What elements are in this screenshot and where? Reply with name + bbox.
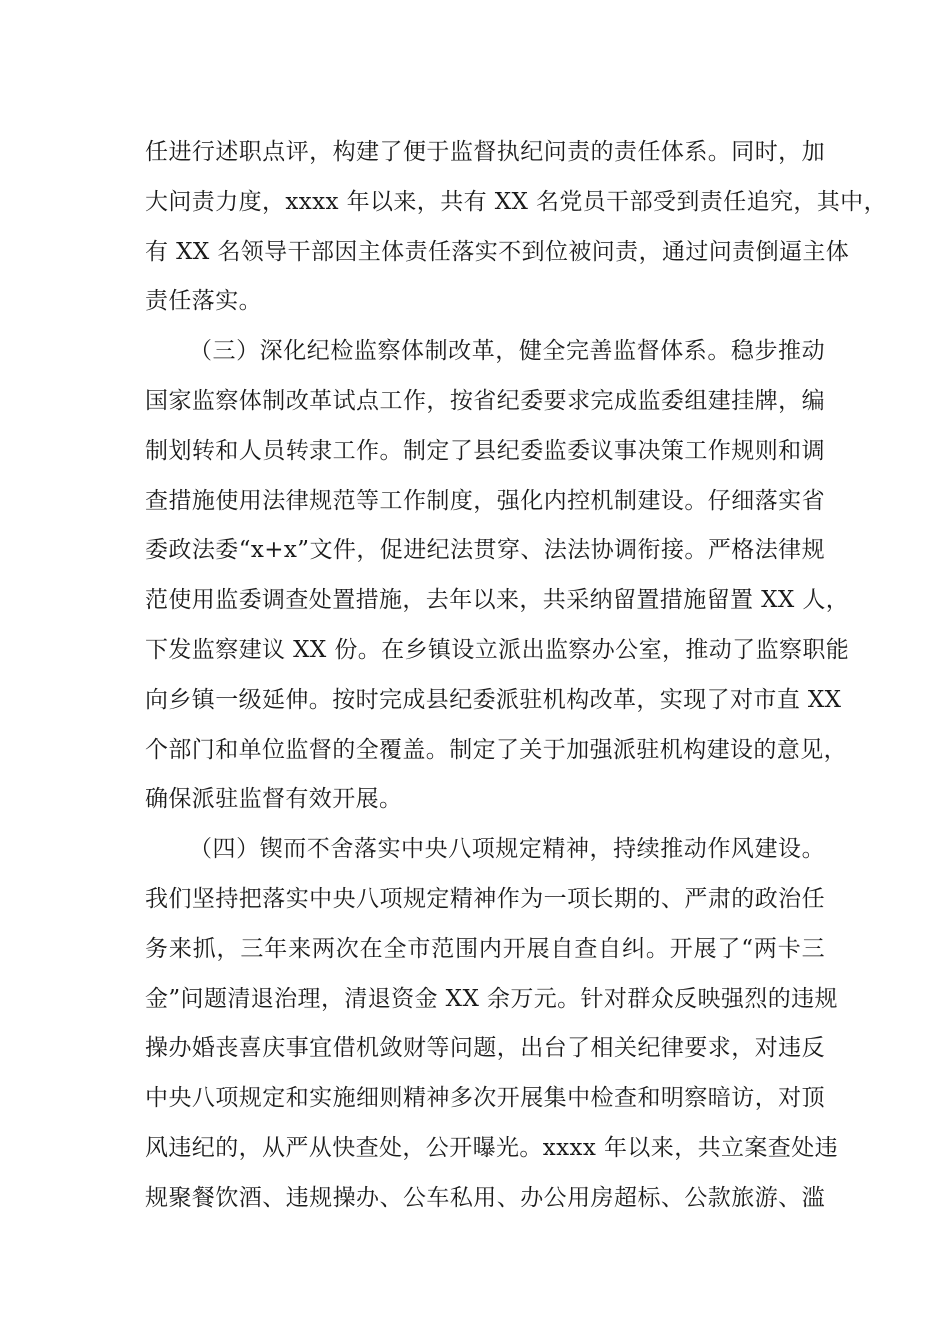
text-line: 范使用监委调查处置措施，去年以来，共采纳留置措施留置 XX 人， <box>145 587 850 614</box>
text-line: 务来抓，三年来两次在全市范围内开展自查自纠。开展了“两卡三 <box>145 935 825 962</box>
text-line: 金”问题清退治理，清退资金 XX 余万元。针对群众反映强烈的违规 <box>145 985 838 1012</box>
text-line: 制划转和人员转隶工作。制定了县纪委监委议事决策工作规则和调 <box>145 437 825 464</box>
text-line: 操办婚丧喜庆事宜借机敛财等问题，出台了相关纪律要求，对违反 <box>145 1035 825 1062</box>
text-line: 下发监察建议 XX 份。在乡镇设立派出监察办公室，推动了监察职能 <box>145 636 850 663</box>
section-heading-line: （三）深化纪检监察体制改革，健全完善监督体系。稳步推动 <box>189 338 825 365</box>
text-line: 国家监察体制改革试点工作，按省纪委要求完成监委组建挂牌，编 <box>145 387 825 414</box>
text-line: 向乡镇一级延伸。按时完成县纪委派驻机构改革，实现了对市直 XX <box>145 686 842 713</box>
text-line: 任进行述职点评，构建了便于监督执纪问责的责任体系。同时，加 <box>145 139 825 165</box>
text-line: 中央八项规定和实施细则精神多次开展集中检查和明察暗访，对顶 <box>145 1085 825 1112</box>
text-line: 有 XX 名领导干部因主体责任落实不到位被问责，通过问责倒逼主体 <box>145 238 850 265</box>
text-line: 风违纪的，从严从快查处，公开曝光。xxxx 年以来，共立案查处违 <box>145 1134 838 1161</box>
section-heading-line: （四）锲而不舍落实中央八项规定精神，持续推动作风建设。 <box>189 836 825 863</box>
text-line: 委政法委“x+x”文件，促进纪法贯穿、法法协调衔接。严格法律规 <box>145 537 825 564</box>
text-line: 规聚餐饮酒、违规操办、公车私用、办公用房超标、公款旅游、滥 <box>145 1184 825 1211</box>
text-line: 个部门和单位监督的全覆盖。制定了关于加强派驻机构建设的意见， <box>145 736 847 763</box>
text-line: 查措施使用法律规范等工作制度，强化内控机制建设。仔细落实省 <box>145 487 825 514</box>
text-line: 确保派驻监督有效开展。 <box>145 786 403 813</box>
text-line: 责任落实。 <box>145 288 262 315</box>
text-line: 大问责力度，xxxx 年以来，共有 XX 名党员干部受到责任追究，其中， <box>145 188 887 215</box>
text-line: 我们坚持把落实中央八项规定精神作为一项长期的、严肃的政治任 <box>145 885 825 912</box>
body-text <box>145 128 887 1224</box>
